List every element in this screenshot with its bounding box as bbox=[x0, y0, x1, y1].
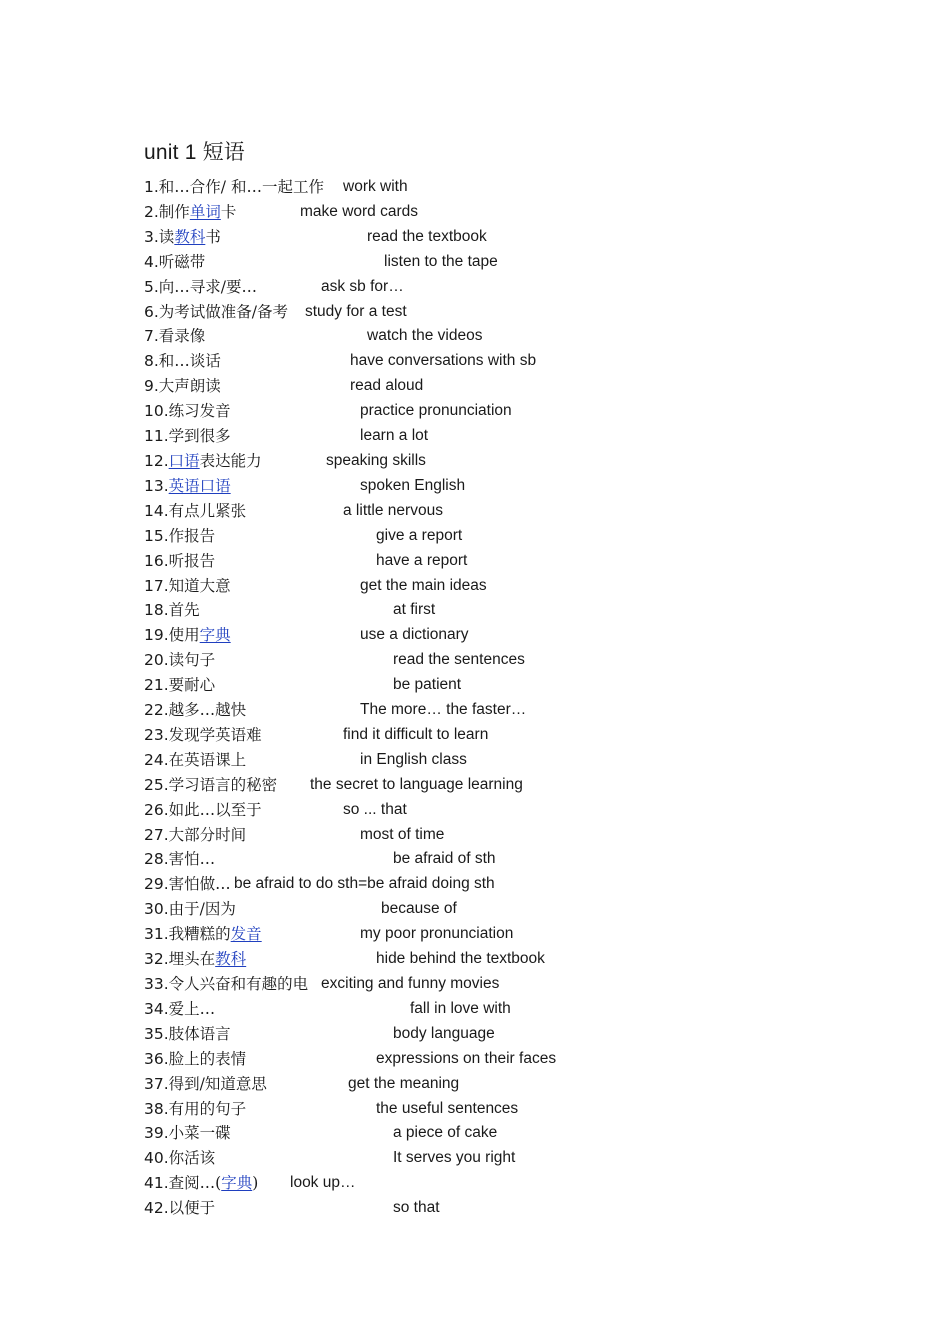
phrase-chinese bbox=[144, 922, 262, 947]
phrase-english: study for a test bbox=[305, 302, 407, 320]
phrase-english: speaking skills bbox=[326, 451, 426, 469]
phrase-number: 38. bbox=[144, 1099, 169, 1118]
phrase-chinese-text: 由于/因为 bbox=[168, 900, 236, 919]
phrase-english: the useful sentences bbox=[376, 1099, 519, 1117]
phrase-number: 41. bbox=[144, 1174, 169, 1193]
phrase-chinese-text: 听磁带 bbox=[158, 252, 206, 271]
phrase-chinese-text: 读句子 bbox=[168, 651, 216, 670]
phrase-row bbox=[144, 374, 844, 399]
phrase-english: The more… the faster… bbox=[360, 701, 527, 719]
phrase-chinese bbox=[144, 225, 221, 250]
phrase-number: 28. bbox=[144, 850, 169, 869]
phrase-chinese bbox=[144, 1072, 267, 1097]
phrase-chinese bbox=[144, 698, 246, 723]
phrase-chinese-text: 在英语课上 bbox=[168, 750, 247, 769]
phrase-chinese bbox=[144, 598, 200, 623]
phrase-number: 24. bbox=[144, 750, 169, 769]
phrase-row bbox=[144, 872, 844, 897]
phrase-chinese bbox=[144, 872, 231, 897]
phrase-chinese-text: 使用 bbox=[168, 626, 200, 645]
phrase-chinese-text: 有用的句子 bbox=[168, 1099, 247, 1118]
phrase-chinese bbox=[144, 972, 308, 997]
phrase-number: 26. bbox=[144, 800, 169, 819]
phrase-row bbox=[144, 1146, 844, 1171]
phrase-chinese-text: 首先 bbox=[168, 601, 200, 620]
phrase-number: 17. bbox=[144, 576, 169, 595]
phrase-english: be afraid to do sth=be afraid doing sth bbox=[234, 875, 495, 893]
phrase-number: 1. bbox=[144, 178, 159, 196]
phrase-chinese bbox=[144, 748, 246, 773]
phrase-number: 4. bbox=[144, 252, 159, 271]
phrase-row bbox=[144, 598, 844, 623]
phrase-english: so that bbox=[393, 1199, 440, 1217]
phrase-number: 15. bbox=[144, 526, 169, 545]
phrase-number: 32. bbox=[144, 950, 169, 969]
phrase-english: a little nervous bbox=[343, 501, 443, 519]
phrase-chinese bbox=[144, 1171, 258, 1196]
phrase-english: exciting and funny movies bbox=[321, 975, 500, 992]
phrase-chinese-text: 向…寻求/要… bbox=[158, 277, 258, 296]
phrase-english: so ... that bbox=[343, 800, 407, 818]
phrase-english: expressions on their faces bbox=[376, 1049, 557, 1067]
phrase-number: 30. bbox=[144, 900, 169, 919]
phrase-chinese-text: 你活该 bbox=[168, 1149, 216, 1168]
phrase-english: spoken English bbox=[360, 476, 466, 494]
phrase-english: a piece of cake bbox=[393, 1124, 498, 1142]
phrase-row bbox=[144, 449, 844, 474]
phrase-chinese bbox=[144, 250, 205, 275]
phrase-english: work with bbox=[343, 178, 408, 195]
phrase-chinese-text: 查阅…( bbox=[168, 1174, 222, 1193]
phrase-number: 31. bbox=[144, 925, 169, 944]
phrase-chinese-text: 卡 bbox=[220, 202, 237, 221]
phrase-english: read aloud bbox=[350, 377, 424, 395]
phrase-english: ask sb for… bbox=[321, 277, 404, 295]
phrase-chinese-text: 害怕… bbox=[168, 850, 216, 869]
phrase-chinese-text: 得到/知道意思 bbox=[168, 1074, 267, 1093]
phrase-chinese-text: 书 bbox=[205, 227, 221, 246]
phrase-chinese-text: 小菜一碟 bbox=[168, 1124, 231, 1143]
phrase-chinese-text: 我糟糕的 bbox=[168, 925, 231, 944]
phrase-chinese-text: 表达能力 bbox=[199, 451, 262, 470]
phrase-row bbox=[144, 648, 844, 673]
phrase-chinese bbox=[144, 947, 246, 972]
phrase-number: 39. bbox=[144, 1124, 169, 1143]
phrase-row bbox=[144, 947, 844, 972]
phrase-chinese-text: 学到很多 bbox=[168, 427, 231, 446]
phrase-row bbox=[144, 574, 844, 599]
phrase-chinese bbox=[144, 648, 215, 673]
phrase-row bbox=[144, 1047, 844, 1072]
phrase-english: practice pronunciation bbox=[360, 402, 512, 420]
phrase-chinese-text: 越多…越快 bbox=[168, 701, 247, 720]
phrase-chinese-text: 要耐心 bbox=[168, 676, 216, 695]
phrase-english: body language bbox=[393, 1024, 495, 1042]
phrase-row bbox=[144, 922, 844, 947]
glossary-link[interactable]: 字典 bbox=[221, 1174, 253, 1193]
phrase-english: most of time bbox=[360, 825, 445, 843]
phrase-chinese bbox=[144, 1196, 215, 1221]
phrase-chinese bbox=[144, 399, 231, 424]
phrase-chinese bbox=[144, 773, 277, 798]
phrase-chinese-text: 大声朗读 bbox=[158, 377, 221, 396]
phrase-chinese-text: 如此…以至于 bbox=[168, 800, 262, 819]
phrase-row bbox=[144, 673, 844, 698]
phrase-english: watch the videos bbox=[367, 327, 483, 345]
phrase-chinese bbox=[144, 524, 215, 549]
phrase-chinese bbox=[144, 623, 231, 648]
glossary-link[interactable]: 发音 bbox=[230, 925, 262, 944]
phrase-number: 25. bbox=[144, 775, 169, 794]
phrase-number: 12. bbox=[144, 451, 169, 470]
phrase-chinese-text: 发现学英语难 bbox=[168, 725, 262, 744]
phrase-number: 2. bbox=[144, 202, 159, 221]
phrase-chinese-text: 练习发音 bbox=[168, 402, 231, 421]
phrase-row bbox=[144, 847, 844, 872]
phrase-row bbox=[144, 424, 844, 449]
phrase-english: read the sentences bbox=[393, 651, 525, 669]
phrase-chinese bbox=[144, 275, 257, 300]
phrase-chinese bbox=[144, 549, 215, 574]
phrase-english: the secret to language learning bbox=[310, 775, 523, 793]
phrase-english: at first bbox=[393, 601, 436, 619]
phrase-row bbox=[144, 225, 844, 250]
phrase-english: listen to the tape bbox=[384, 252, 498, 270]
phrase-number: 37. bbox=[144, 1074, 169, 1093]
phrase-row bbox=[144, 499, 844, 524]
phrase-chinese bbox=[144, 1146, 215, 1171]
phrase-chinese bbox=[144, 897, 236, 922]
phrase-english: learn a lot bbox=[360, 427, 429, 445]
phrase-number: 18. bbox=[144, 601, 169, 620]
phrase-number: 27. bbox=[144, 825, 169, 844]
phrase-row bbox=[144, 823, 844, 848]
phrase-row bbox=[144, 723, 844, 748]
phrase-chinese bbox=[144, 374, 221, 399]
phrase-number: 29. bbox=[144, 875, 169, 894]
phrase-number: 36. bbox=[144, 1049, 169, 1068]
phrase-number: 21. bbox=[144, 676, 169, 695]
phrase-row bbox=[144, 300, 844, 325]
phrase-row bbox=[144, 324, 844, 349]
phrase-row bbox=[144, 1072, 844, 1097]
phrase-chinese bbox=[144, 499, 246, 524]
phrase-number: 35. bbox=[144, 1024, 169, 1043]
phrase-number: 19. bbox=[144, 626, 169, 645]
phrase-chinese-text: 有点儿紧张 bbox=[168, 501, 247, 520]
page-title: unit 1 短语 bbox=[144, 141, 246, 164]
phrase-chinese-text: 学习语言的秘密 bbox=[168, 775, 278, 794]
phrase-number: 16. bbox=[144, 551, 169, 570]
phrase-row bbox=[144, 549, 844, 574]
phrase-chinese-text: 和…谈话 bbox=[158, 352, 221, 371]
phrase-chinese bbox=[144, 300, 288, 325]
phrase-row bbox=[144, 524, 844, 549]
phrase-number: 10. bbox=[144, 402, 169, 421]
phrase-chinese bbox=[144, 723, 262, 748]
phrase-row bbox=[144, 972, 844, 997]
phrase-chinese-text: 作报告 bbox=[168, 526, 216, 545]
phrase-chinese-text: 为考试做准备/备考 bbox=[158, 302, 289, 321]
phrase-chinese bbox=[144, 798, 262, 823]
phrase-chinese-text: 脸上的表情 bbox=[168, 1049, 247, 1068]
phrase-english: read the textbook bbox=[367, 227, 487, 245]
phrase-row bbox=[144, 275, 844, 300]
phrase-row bbox=[144, 1171, 844, 1196]
phrase-english: because of bbox=[381, 900, 457, 918]
glossary-link[interactable]: 教科 bbox=[215, 950, 247, 969]
phrase-chinese bbox=[144, 175, 324, 200]
phrase-row bbox=[144, 698, 844, 723]
phrase-row bbox=[144, 349, 844, 374]
phrase-row bbox=[144, 175, 844, 200]
phrase-chinese-text: 埋头在 bbox=[168, 950, 216, 969]
phrase-row bbox=[144, 997, 844, 1022]
phrase-row bbox=[144, 474, 844, 499]
phrase-chinese-text: 害怕做… bbox=[168, 875, 231, 894]
phrase-chinese-text: 听报告 bbox=[168, 551, 216, 570]
phrase-english: have a report bbox=[376, 551, 468, 569]
phrase-chinese bbox=[144, 1121, 231, 1146]
phrase-english: have conversations with sb bbox=[350, 352, 537, 370]
phrase-row bbox=[144, 897, 844, 922]
phrase-english: use a dictionary bbox=[360, 626, 469, 644]
phrase-row bbox=[144, 200, 844, 225]
phrase-chinese bbox=[144, 1047, 246, 1072]
phrase-number: 6. bbox=[144, 302, 159, 321]
phrase-number: 40. bbox=[144, 1149, 169, 1168]
phrase-chinese bbox=[144, 823, 246, 848]
phrase-number: 14. bbox=[144, 501, 169, 520]
phrase-number: 23. bbox=[144, 725, 169, 744]
phrase-number: 7. bbox=[144, 327, 159, 346]
phrase-row bbox=[144, 1196, 844, 1221]
phrase-english: find it difficult to learn bbox=[343, 725, 489, 743]
phrase-row bbox=[144, 748, 844, 773]
phrase-english: be afraid of sth bbox=[393, 850, 496, 868]
phrase-chinese-text: 令人兴奋和有趣的电 bbox=[168, 975, 309, 993]
phrase-chinese-text: 肢体语言 bbox=[168, 1024, 231, 1043]
phrase-chinese-text: 读 bbox=[158, 227, 175, 246]
phrase-chinese-text: 爱上… bbox=[168, 999, 216, 1018]
phrase-english: get the meaning bbox=[348, 1074, 460, 1092]
phrase-number: 13. bbox=[144, 476, 169, 495]
phrase-english: my poor pronunciation bbox=[360, 925, 514, 943]
phrase-chinese bbox=[144, 474, 231, 499]
phrase-row bbox=[144, 1097, 844, 1122]
phrase-english: fall in love with bbox=[410, 999, 511, 1017]
phrase-chinese-text: 大部分时间 bbox=[168, 825, 247, 844]
phrase-row bbox=[144, 399, 844, 424]
phrase-chinese bbox=[144, 324, 205, 349]
phrase-row bbox=[144, 773, 844, 798]
phrase-number: 11. bbox=[144, 427, 169, 446]
phrase-row bbox=[144, 250, 844, 275]
glossary-link[interactable]: 教科 bbox=[174, 227, 206, 246]
glossary-link[interactable]: 口语 bbox=[168, 451, 200, 470]
phrase-chinese bbox=[144, 1097, 246, 1122]
phrase-number: 22. bbox=[144, 701, 169, 720]
phrase-english: in English class bbox=[360, 750, 467, 768]
phrase-english: look up… bbox=[290, 1174, 356, 1192]
phrase-chinese-text: 制作 bbox=[158, 202, 190, 221]
phrase-chinese bbox=[144, 1022, 231, 1047]
phrase-number: 8. bbox=[144, 352, 159, 371]
glossary-link[interactable]: 单词 bbox=[189, 202, 221, 221]
phrase-number: 9. bbox=[144, 377, 159, 396]
phrase-chinese bbox=[144, 997, 215, 1022]
phrase-row bbox=[144, 1022, 844, 1047]
phrase-chinese bbox=[144, 574, 231, 599]
phrase-number: 3. bbox=[144, 227, 159, 246]
phrase-list bbox=[144, 175, 844, 1221]
phrase-chinese-text: 看录像 bbox=[158, 327, 206, 346]
phrase-chinese bbox=[144, 424, 231, 449]
phrase-row bbox=[144, 798, 844, 823]
phrase-number: 34. bbox=[144, 999, 169, 1018]
phrase-chinese bbox=[144, 449, 262, 474]
phrase-english: give a report bbox=[376, 526, 463, 544]
phrase-chinese-text: 以便于 bbox=[168, 1199, 216, 1218]
phrase-chinese-text: ) bbox=[252, 1174, 259, 1193]
glossary-link[interactable]: 英语口语 bbox=[168, 476, 231, 495]
phrase-english: get the main ideas bbox=[360, 576, 487, 594]
phrase-number: 20. bbox=[144, 651, 169, 670]
phrase-number: 5. bbox=[144, 277, 159, 296]
phrase-chinese bbox=[144, 200, 236, 225]
phrase-chinese bbox=[144, 847, 215, 872]
phrase-english: be patient bbox=[393, 676, 462, 694]
phrase-chinese bbox=[144, 349, 221, 374]
phrase-row bbox=[144, 1121, 844, 1146]
phrase-number: 42. bbox=[144, 1199, 169, 1218]
phrase-number: 33. bbox=[144, 975, 169, 993]
phrase-chinese-text: 和…合作/ 和…一起工作 bbox=[158, 178, 324, 196]
glossary-link[interactable]: 字典 bbox=[199, 626, 231, 645]
phrase-english: It serves you right bbox=[393, 1149, 516, 1167]
phrase-english: hide behind the textbook bbox=[376, 950, 545, 968]
phrase-row bbox=[144, 623, 844, 648]
phrase-chinese bbox=[144, 673, 215, 698]
phrase-chinese-text: 知道大意 bbox=[168, 576, 231, 595]
phrase-english: make word cards bbox=[300, 202, 419, 220]
